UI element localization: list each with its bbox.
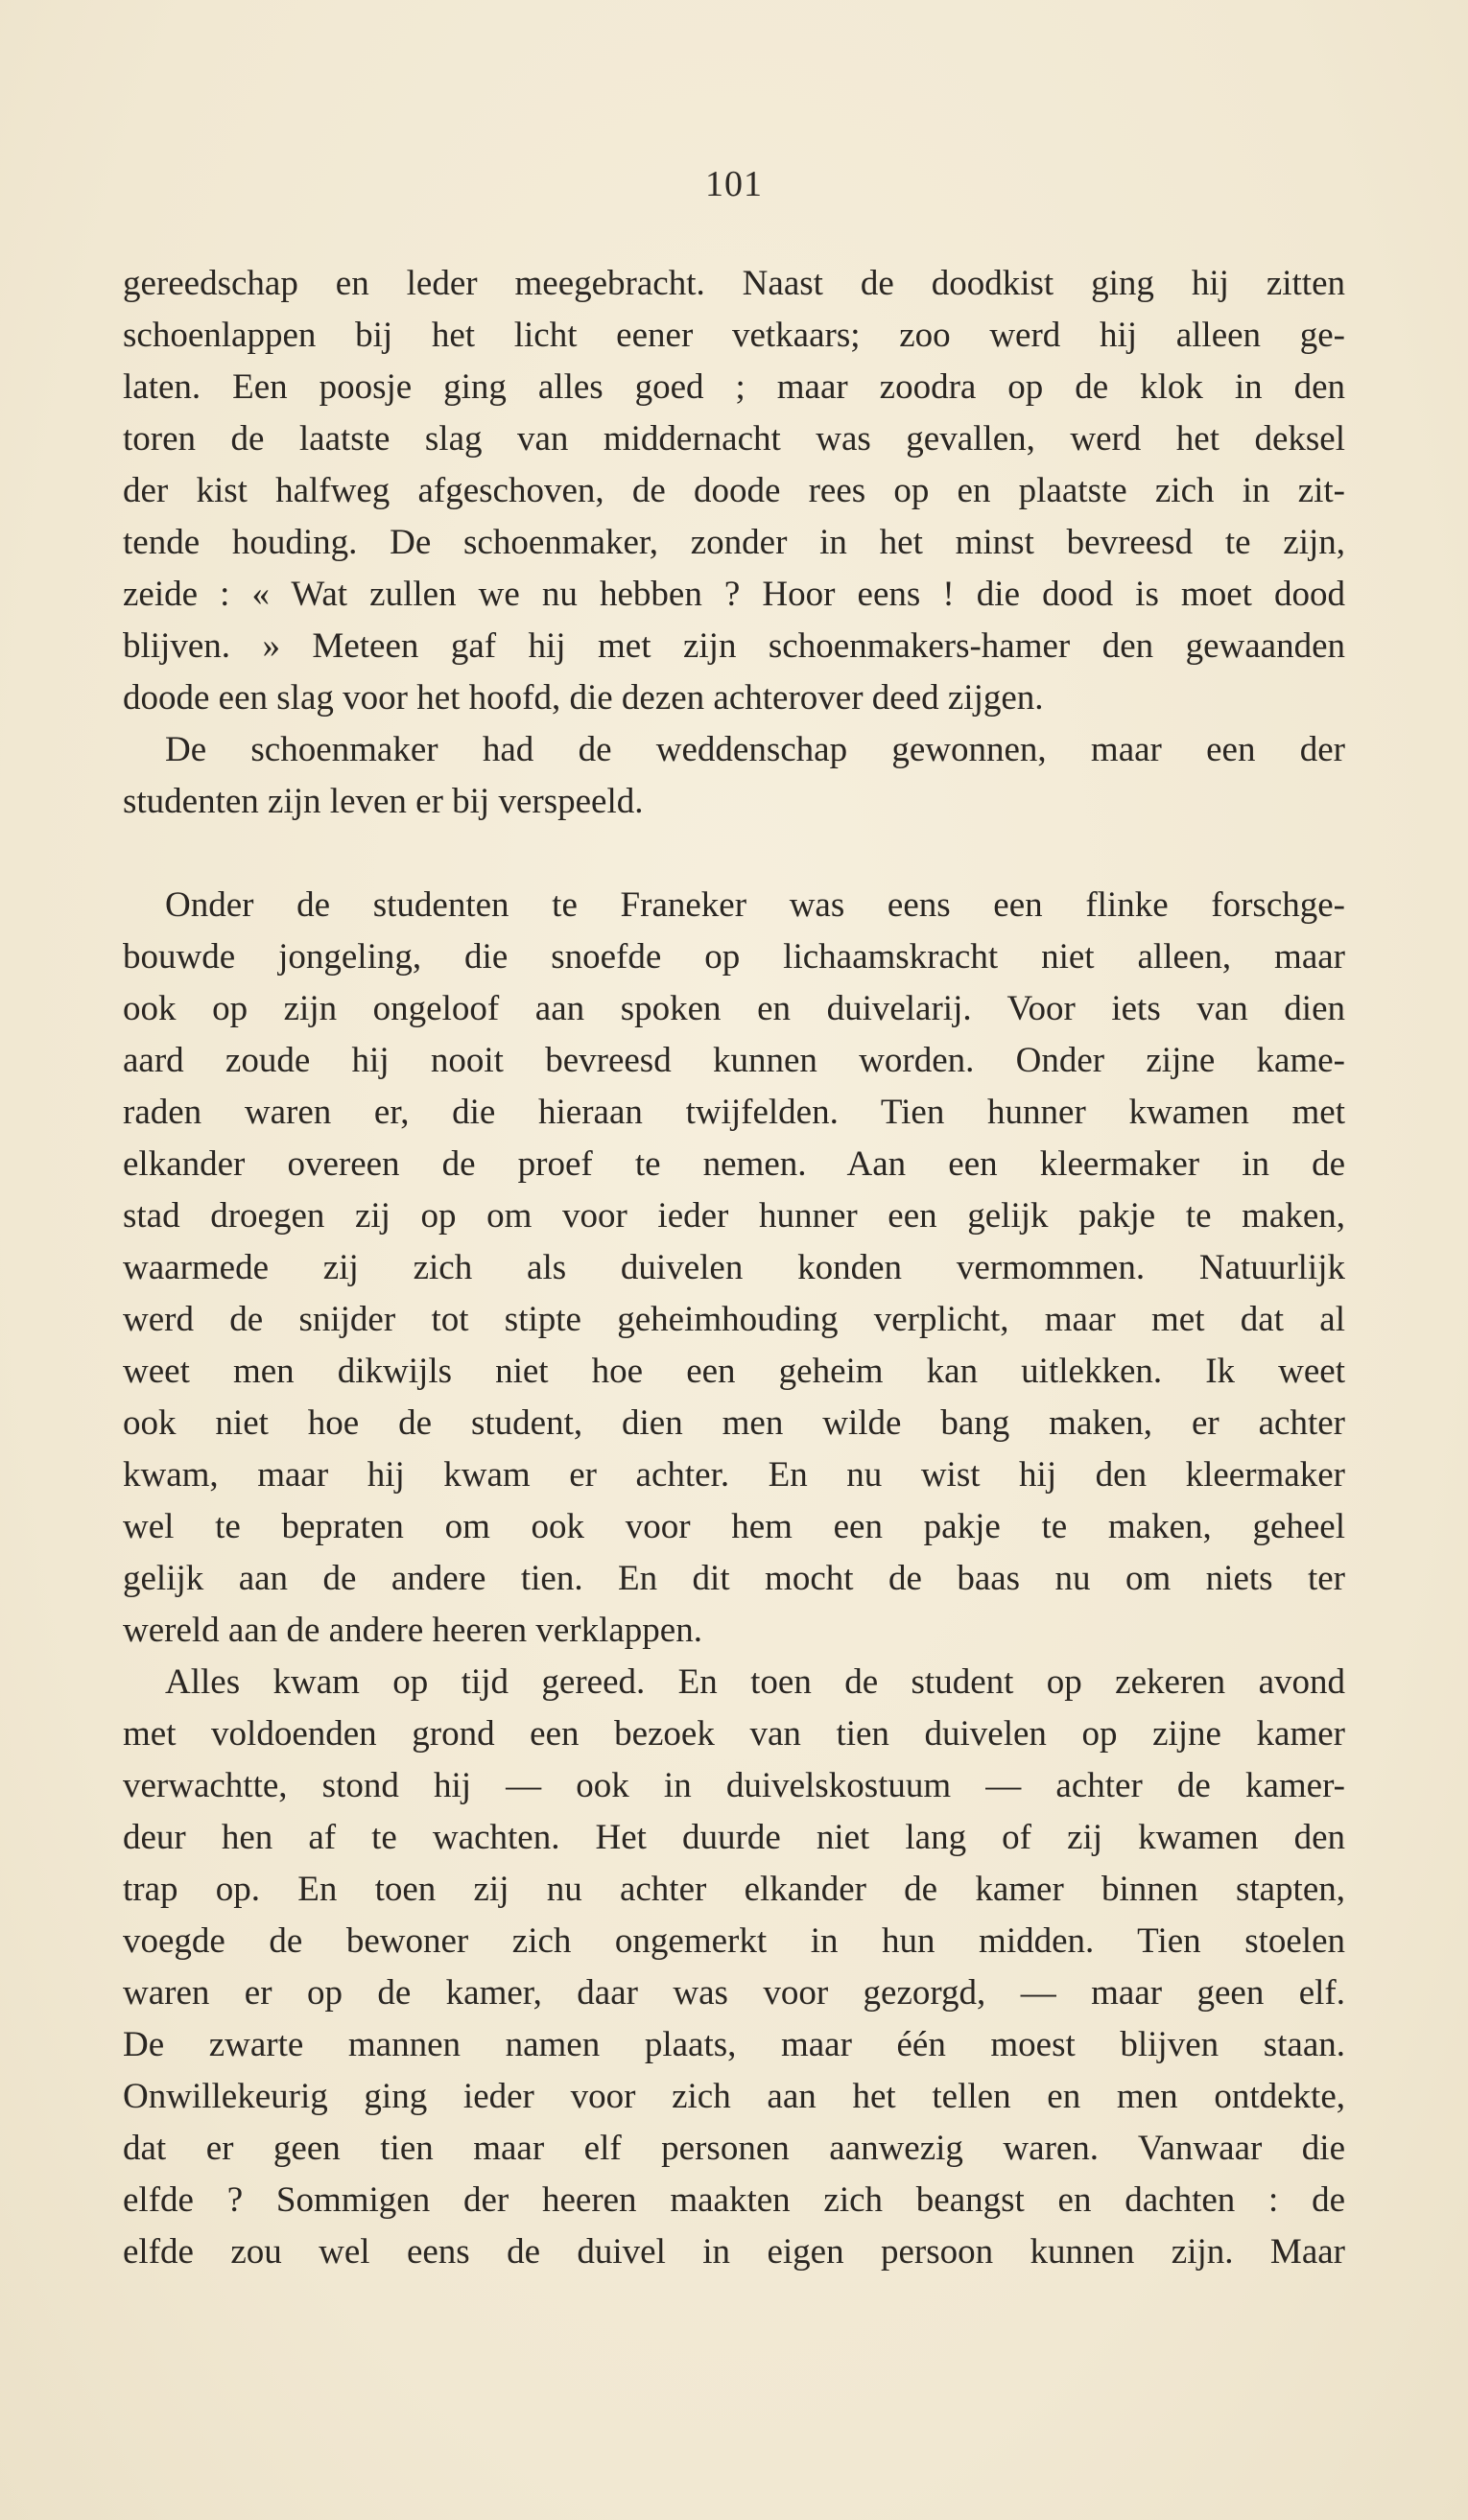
text-line: werd de snijder tot stipte geheimhouding verplicht, maar met dat al [123, 1300, 1345, 1339]
text-block-bottom [123, 880, 1345, 2278]
text-line: Onder de studenten te Franeker was eens een flinke forschge- [165, 885, 1345, 925]
text-line: stad droegen zij op om voor ieder hunner een gelijk pakje te maken, [123, 1196, 1345, 1236]
text-line: voegde de bewoner zich ongemerkt in hun midden. Tien stoelen [123, 1921, 1345, 1961]
text-line: De zwarte mannen namen plaats, maar één moest blijven staan. [123, 2025, 1345, 2064]
text-line: dat er geen tien maar elf personen aanwezig waren. Vanwaar die [123, 2129, 1345, 2168]
text-line: waren er op de kamer, daar was voor gezorgd, — maar geen elf. [123, 1973, 1345, 2013]
text-line: raden waren er, die hieraan twijfelden. Tien hunner kwamen met [123, 1093, 1345, 1132]
text-line: trap op. En toen zij nu achter elkander de kamer binnen stapten, [123, 1870, 1345, 1909]
text-line: elfde zou wel eens de duivel in eigen persoon kunnen zijn. Maar [123, 2232, 1345, 2272]
text-line: studenten zijn leven er bij verspeeld. [123, 782, 644, 821]
text-line: deur hen af te wachten. Het duurde niet lang of zij kwamen den [123, 1818, 1345, 1857]
text-line: schoenlappen bij het licht eener vetkaars; zoo werd hij alleen ge- [123, 316, 1345, 355]
text-line: gereedschap en leder meegebracht. Naast de doodkist ging hij zitten [123, 264, 1345, 303]
text-line: der kist halfweg afgeschoven, de doode rees op en plaatste zich in zit- [123, 471, 1345, 510]
text-line: kwam, maar hij kwam er achter. En nu wist hij den kleermaker [123, 1455, 1345, 1495]
text-line: elfde ? Sommigen der heeren maakten zich beangst en dachten : de [123, 2180, 1345, 2220]
text-line: weet men dikwijls niet hoe een geheim kan uitlekken. Ik weet [123, 1352, 1345, 1391]
text-line: waarmede zij zich als duivelen konden vermommen. Natuurlijk [123, 1248, 1345, 1287]
text-block-top [123, 258, 1345, 828]
text-line: gelijk aan de andere tien. En dit mocht de baas nu om niets ter [123, 1559, 1345, 1598]
paragraph [123, 1657, 1345, 2278]
text-line: doode een slag voor het hoofd, die dezen achterover deed zijgen. [123, 678, 1044, 718]
text-line: verwachtte, stond hij — ook in duivelskostuum — achter de kamer- [123, 1766, 1345, 1805]
paragraph [123, 724, 1345, 828]
text-line: zeide : « Wat zullen we nu hebben ? Hoor eens ! die dood is moet dood [123, 575, 1345, 614]
text-line: Alles kwam op tijd gereed. En toen de student op zekeren avond [165, 1662, 1345, 1702]
text-line: blijven. » Meteen gaf hij met zijn schoenmakers-hamer den gewaanden [123, 626, 1345, 666]
text-line: tende houding. De schoenmaker, zonder in het minst bevreesd te zijn, [123, 523, 1345, 562]
text-line: De schoenmaker had de weddenschap gewonnen, maar een der [165, 730, 1345, 769]
page-number: 101 [705, 164, 763, 204]
paragraph [123, 880, 1345, 1657]
text-line: ook niet hoe de student, dien men wilde bang maken, er achter [123, 1403, 1345, 1443]
text-line: wereld aan de andere heeren verklappen. [123, 1611, 702, 1650]
text-line: ook op zijn ongeloof aan spoken en duivelarij. Voor iets van dien [123, 989, 1345, 1028]
paragraph [123, 258, 1345, 724]
text-line: toren de laatste slag van middernacht was gevallen, werd het deksel [123, 419, 1345, 459]
text-line: met voldoenden grond een bezoek van tien duivelen op zijne kamer [123, 1714, 1345, 1754]
text-line: Onwillekeurig ging ieder voor zich aan het tellen en men ontdekte, [123, 2077, 1345, 2116]
text-line: wel te bepraten om ook voor hem een pakje te maken, geheel [123, 1507, 1345, 1546]
text-line: laten. Een poosje ging alles goed ; maar zoodra op de klok in den [123, 367, 1345, 407]
text-line: elkander overeen de proef te nemen. Aan een kleermaker in de [123, 1144, 1345, 1184]
text-line: aard zoude hij nooit bevreesd kunnen worden. Onder zijne kame- [123, 1041, 1345, 1080]
text-line: bouwde jongeling, die snoefde op lichaamskracht niet alleen, maar [123, 937, 1345, 977]
